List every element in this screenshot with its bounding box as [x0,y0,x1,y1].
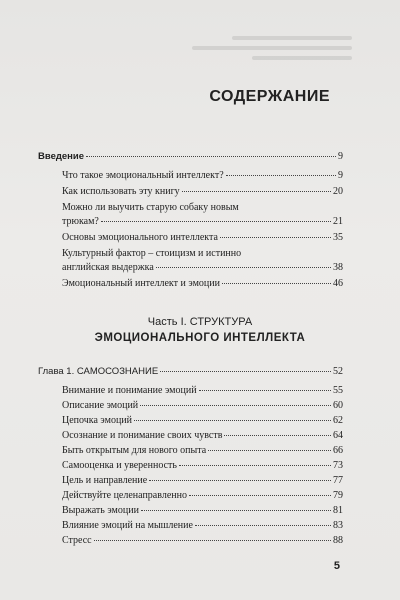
toc-entry-page: 83 [333,520,343,531]
leader-dots [179,465,331,466]
toc-entry-label: Стресс [62,535,92,546]
toc-entry-label: Эмоциональный интеллект и эмоции [62,278,220,289]
leader-dots [199,390,331,391]
toc-entry-page: 55 [333,385,343,396]
leader-dots [156,267,331,268]
toc-entry-page: 20 [333,186,343,197]
toc-entry-page: 88 [333,535,343,546]
toc-entry-page: 73 [333,460,343,471]
toc-entry-page: 79 [333,490,343,501]
toc-entry-label: Цель и направление [62,475,148,486]
toc-entry-label: Глава 1. САМОСОЗНАНИЕ [38,366,159,377]
toc-entry-label: Быть открытым для нового опыта [62,445,207,456]
toc-entry-page: 81 [333,505,343,516]
toc-entry [62,445,343,457]
leader-dots [224,435,331,436]
leader-dots [149,480,331,481]
toc-entry [62,170,343,182]
toc-entry-page: 66 [333,445,343,456]
toc-entry-label: Внимание и понимание эмоций [62,385,197,396]
toc-entry [62,415,343,427]
toc-entry [62,186,343,198]
toc-entry [62,490,343,502]
leader-dots [226,175,336,176]
leader-dots [160,371,331,372]
toc-entry [62,475,343,487]
part-title-line1: Часть I. СТРУКТУРА [147,316,253,328]
leader-dots [195,525,331,526]
leader-dots [101,221,331,222]
toc-entry-label: Как использовать эту книгу [62,186,180,197]
leader-dots [220,237,331,238]
toc-entry [62,400,343,412]
toc-entry-page: 62 [333,415,343,426]
leader-dots [141,510,331,511]
toc-entry [62,460,343,472]
toc-entry-page: 38 [333,262,343,273]
toc-entry-label: Самооценка и уверенность [62,460,177,471]
toc-entry-label: Влияние эмоций на мышление [62,520,193,531]
toc-entry-page: 64 [333,430,343,441]
toc-entry-label: Описание эмоций [62,400,139,411]
toc-entry-page: 9 [338,151,343,162]
page-title: СОДЕРЖАНИЕ [209,88,330,105]
toc-entry-page: 9 [338,170,343,181]
page-number: 5 [333,560,340,572]
leader-dots [222,283,331,284]
toc-entry-label: Цепочка эмоций [62,415,133,426]
toc-entry-page: 21 [333,216,343,227]
toc-entry [62,385,343,397]
toc-entry-intro [38,151,343,163]
toc-entry-label: Осознание и понимание своих чувств [62,430,223,441]
toc-entry [62,430,343,442]
leader-dots [94,540,331,541]
toc-entry-label: Что такое эмоциональный интеллект? [62,170,224,181]
toc-entry-chapter [38,366,343,378]
leader-dots [189,495,331,496]
toc-entry [62,535,343,547]
toc-entry [62,232,343,244]
toc-entry-page: 60 [333,400,343,411]
toc-entry-page: 77 [333,475,343,486]
leader-dots [182,191,331,192]
toc-entry [62,278,343,290]
toc-entry-label: Действуйте целенаправленно [62,490,187,501]
part-title-line2: ЭМОЦИОНАЛЬНОГО ИНТЕЛЛЕКТА [94,332,306,344]
toc-entry-label: Основы эмоционального интеллекта [62,232,218,243]
toc-entry-page: 35 [333,232,343,243]
toc-entry [62,520,343,532]
toc-entry [62,505,343,517]
toc-entry-label: Введение [38,151,85,162]
toc-entry-label-line1: Можно ли выучить старую собаку новым [62,202,239,213]
toc-entry-label: трюкам? [62,216,99,227]
toc-entry-label: английская выдержка [62,262,154,273]
leader-dots [208,450,331,451]
leader-dots [134,420,331,421]
toc-entry [62,262,343,274]
toc-entry-label-line1: Культурный фактор – стоицизм и истинно [62,248,242,259]
leader-dots [86,156,336,157]
toc-entry-page: 46 [333,278,343,289]
toc-entry [62,216,343,228]
toc-entry-label: Выражать эмоции [62,505,139,516]
bleed-through-text [172,30,352,70]
toc-entry-page: 52 [333,366,343,377]
leader-dots [140,405,331,406]
